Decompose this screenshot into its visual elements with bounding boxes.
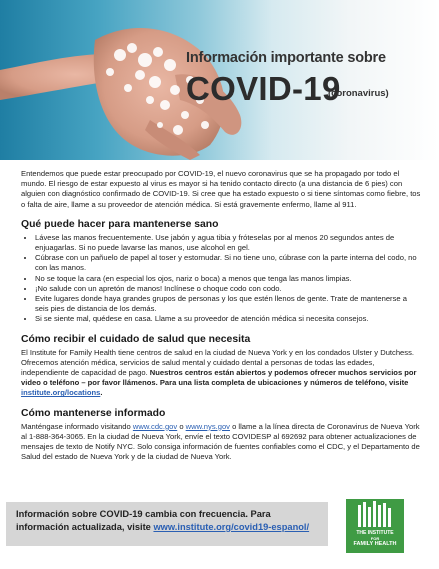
section-heading-stay-informed: Cómo mantenerse informado — [21, 407, 166, 419]
care-bold-text: Nuestros centros están abiertos y podemos ofrecer muchos servicios por video o teléfono – por favor llámenos. Para una lista completa de ubicaciones y números de teléfono, visite — [21, 368, 417, 388]
informed-text-a: Manténgase informado visitando — [21, 421, 133, 431]
header-title: COVID-19 — [186, 70, 341, 107]
institute-logo — [346, 499, 404, 553]
list-item: • Cúbrase con un pañuelo de papel al toser y estornudar. Si no tiene uno, cúbrase con la parte interna del codo, no con las manos. — [35, 253, 421, 273]
informed-paragraph — [21, 422, 421, 463]
health-tips-list — [21, 233, 421, 325]
cdc-link[interactable]: www.cdc.gov — [132, 421, 178, 431]
header-title-paren: (coronavirus) — [328, 88, 389, 99]
list-item: • Lávese las manos frecuentemente. Use jabón y agua tibia y fróteselas por al menos 20 segundos antes de enjuagarlas. Si no puede lavarse las manos, use alcohol en gel. — [35, 233, 421, 253]
list-item: • Evite lugares donde haya grandes grupos de personas y los que estén llenos de gente. Trate de mantenerse a seis pies de distancia de los demás. — [35, 294, 421, 314]
update-notice-text: Información sobre COVID-19 cambia con frecuencia. Para información actualizada, visite — [16, 509, 271, 532]
care-paragraph — [21, 348, 421, 399]
list-item: • Si se siente mal, quédese en casa. Llame a su proveedor de atención médica si necesita consejos. — [35, 314, 421, 324]
list-item: • ¡No salude con un apretón de manos! Inclínese o choque codo con codo. — [35, 284, 421, 294]
care-text: El Institute for Family Health tiene centros de salud en la ciudad de Nueva York y en los condados Ulster y Dutchess. Ofrecemos atención médica, servicios de salud mental y cuidado dental a personas de todas las edades, independiente de capacidad de pago. — [21, 347, 414, 378]
section-heading-get-care: Cómo recibir el cuidado de salud que necesita — [21, 333, 251, 345]
care-end: . — [100, 388, 103, 398]
update-notice-box — [6, 502, 328, 546]
logo-line1: THE INSTITUTE — [356, 530, 394, 536]
update-notice — [16, 508, 326, 534]
covid-info-link[interactable]: www.institute.org/covid19-espanol/ — [153, 522, 310, 532]
locations-link[interactable]: institute.org/locations — [21, 388, 101, 398]
intro-paragraph: Entendemos que puede estar preocupado por COVID-19, el nuevo coronavirus que se ha propagado por todo el mundo. El riesgo de estar expuesto al virus es mayor si ha tenido contacto directo (a una distancia de 6 pies) con alguien con diagnóstico confirmado de COVID-19. Si cree que ha estado expuesto o si tiene síntomas como fiebre, tos o falta de aire, llame a su proveedor de atención médica. Si está gravemente enfermo, llame al 911. — [21, 169, 421, 209]
nys-link[interactable]: www.nys.gov — [185, 421, 230, 431]
section-heading-stay-healthy: Qué puede hacer para mantenerse sano — [21, 218, 219, 230]
logo-line3: FAMILY HEALTH — [353, 541, 397, 547]
informed-text-c: o llame a la línea directa de Coronavirus de Nueva York al 1-888-364-3065. En la ciudad de Nueva York, envíe el texto COVIDESP al 692692 para obtener actualizaciones de mensajes de texto de Notify NYC. Solo consiga información de fuentes confiables como el CDC, y el Departamento de Salud del estado de Nueva York y de la ciudad de Nueva York. — [21, 421, 420, 462]
main-content — [21, 169, 421, 462]
list-item: • No se toque la cara (en especial los ojos, nariz o boca) a menos que tenga las manos limpias. — [35, 274, 421, 284]
header-subtitle: Información importante sobre — [186, 50, 386, 66]
informed-text-b: o — [177, 421, 186, 431]
header-banner — [0, 0, 439, 160]
logo-line2: FOR — [370, 536, 380, 541]
